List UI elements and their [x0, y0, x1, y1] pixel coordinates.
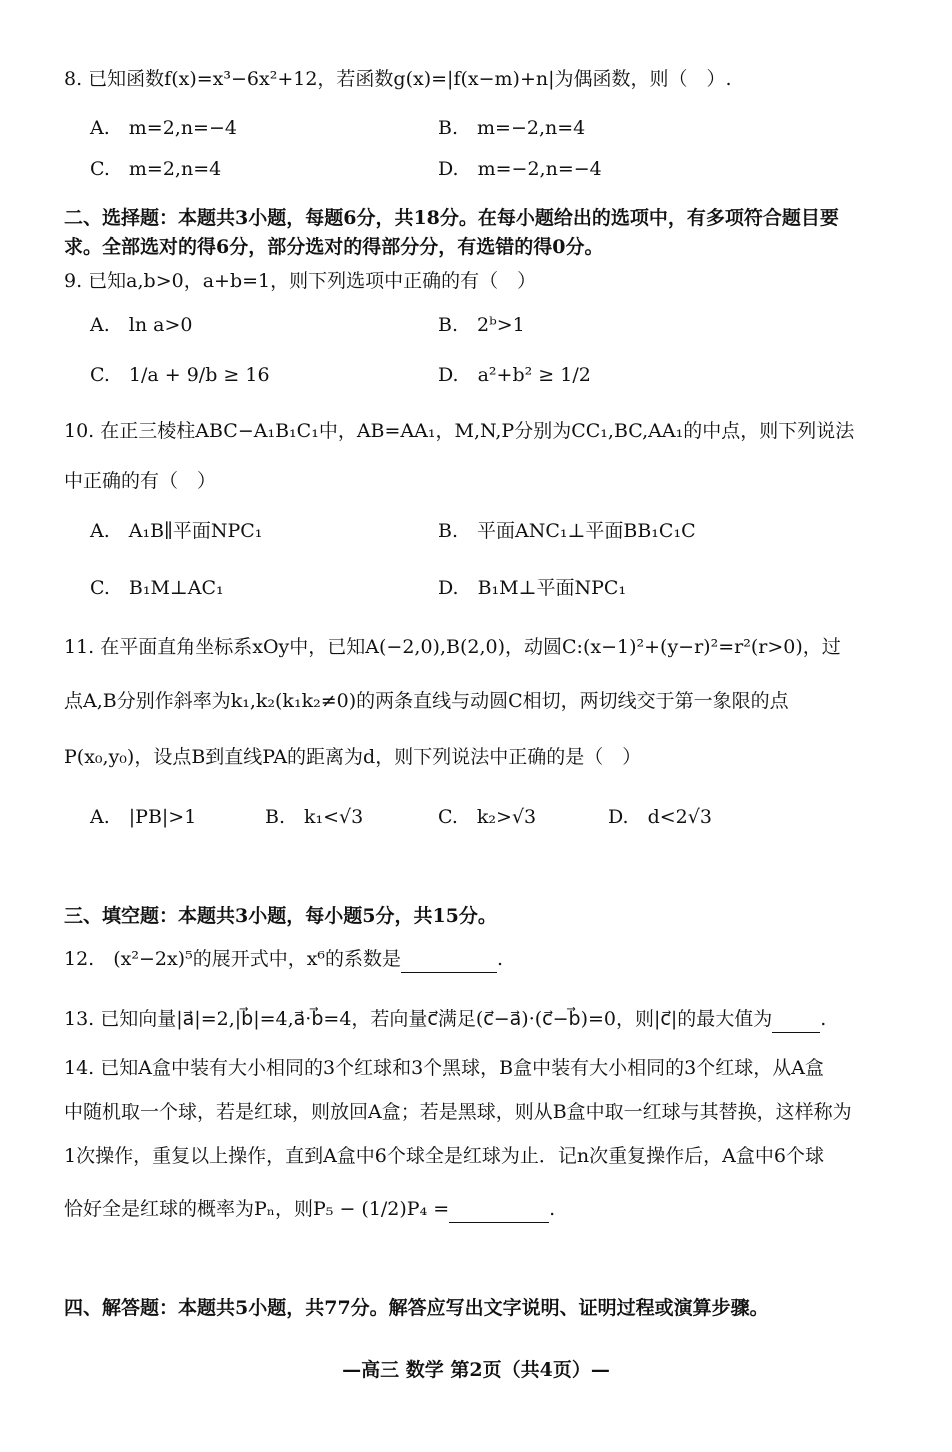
q10-stem-line1: 10. 在正三棱柱ABC−A₁B₁C₁中，AB=AA₁，M,N,P分别为CC₁,BC,AA₁的中点，则下列说法 — [64, 420, 855, 442]
q10-stem-line2: 中正确的有（ ） — [64, 470, 217, 492]
q13-end: . — [820, 1008, 827, 1030]
q14-line4 — [64, 1196, 555, 1223]
q14-line3: 1次操作，重复以上操作，直到A盒中6个球全是红球为止．记n次重复操作后，A盒中6个球 — [64, 1145, 824, 1167]
section4-heading: 四、解答题：本题共5小题，共77分。解答应写出文字说明、证明过程或演算步骤。 — [64, 1297, 769, 1319]
q11-option-b: B. k₁<√3 — [265, 806, 364, 828]
q9-stem: 9. 已知a,b>0，a+b=1，则下列选项中正确的有（ ） — [64, 270, 537, 292]
q11-option-c: C. k₂>√3 — [438, 806, 537, 828]
q8-stem: 8. 已知函数f(x)=x³−6x²+12，若函数g(x)=|f(x−m)+n|为偶函数，则（ ）. — [64, 68, 732, 90]
section3-heading: 三、填空题：本题共3小题，每小题5分，共15分。 — [64, 905, 497, 927]
q10-option-d: D. B₁M⊥平面NPC₁ — [438, 577, 627, 599]
q8-option-d: D. m=−2,n=−4 — [438, 158, 602, 180]
q10-option-b: B. 平面ANC₁⊥平面BB₁C₁C — [438, 520, 696, 542]
q10-option-c: C. B₁M⊥AC₁ — [90, 577, 224, 599]
q14-line4-text: 恰好全是红球的概率为Pₙ，则P₅ − (1/2)P₄ = — [64, 1198, 450, 1220]
q11-stem-line2: 点A,B分别作斜率为k₁,k₂(k₁k₂≠0)的两条直线与动圆C相切，两切线交于第一象限的点 — [64, 690, 789, 712]
q10-option-a: A. A₁B∥平面NPC₁ — [90, 520, 263, 542]
q12-answer-blank[interactable] — [401, 946, 497, 973]
q13-stem: 13. 已知向量|a⃗|=2,|b⃗|=4,a⃗·b⃗=4，若向量c⃗满足(c⃗−a⃗)·(c⃗−b⃗)=0，则|c⃗|的最大值为 — [64, 1008, 773, 1030]
q8-option-b: B. m=−2,n=4 — [438, 117, 586, 139]
q9-option-c: C. 1/a + 9/b ≥ 16 — [90, 364, 270, 386]
q11-stem-line3: P(x₀,y₀)，设点B到直线PA的距离为d，则下列说法中正确的是（ ） — [64, 746, 642, 768]
section2-heading-line2: 求。全部选对的得6分，部分选对的得部分分，有选错的得0分。 — [64, 236, 604, 258]
q9-option-b: B. 2ᵇ>1 — [438, 314, 525, 336]
q14-line2: 中随机取一个球，若是红球，则放回A盒；若是黑球，则从B盒中取一红球与其替换，这样称为 — [64, 1101, 852, 1123]
q11-option-d: D. d<2√3 — [608, 806, 712, 828]
q9-option-d: D. a²+b² ≥ 1/2 — [438, 364, 591, 386]
q14-end: . — [549, 1198, 556, 1220]
section2-heading-line1: 二、选择题：本题共3小题，每题6分，共18分。在每小题给出的选项中，有多项符合题目要 — [64, 207, 839, 229]
q13-answer-blank[interactable] — [772, 1006, 820, 1033]
q12-question — [64, 946, 503, 973]
page-footer: —高三 数学 第2页（共4页）— — [342, 1359, 610, 1381]
q12-end: . — [497, 948, 504, 970]
q11-option-a: A. |PB|>1 — [90, 806, 197, 828]
q8-option-c: C. m=2,n=4 — [90, 158, 222, 180]
q11-stem-line1: 11. 在平面直角坐标系xOy中，已知A(−2,0),B(2,0)，动圆C:(x−1)²+(y−r)²=r²(r>0)，过 — [64, 636, 841, 658]
q14-line1: 14. 已知A盒中装有大小相同的3个红球和3个黑球，B盒中装有大小相同的3个红球，从A盒 — [64, 1057, 824, 1079]
q9-option-a: A. ln a>0 — [90, 314, 193, 336]
q14-answer-blank[interactable] — [449, 1196, 549, 1223]
q13-question — [64, 1006, 826, 1033]
q12-stem: 12. (x²−2x)⁵的展开式中，x⁶的系数是 — [64, 948, 402, 970]
q8-option-a: A. m=2,n=−4 — [90, 117, 237, 139]
